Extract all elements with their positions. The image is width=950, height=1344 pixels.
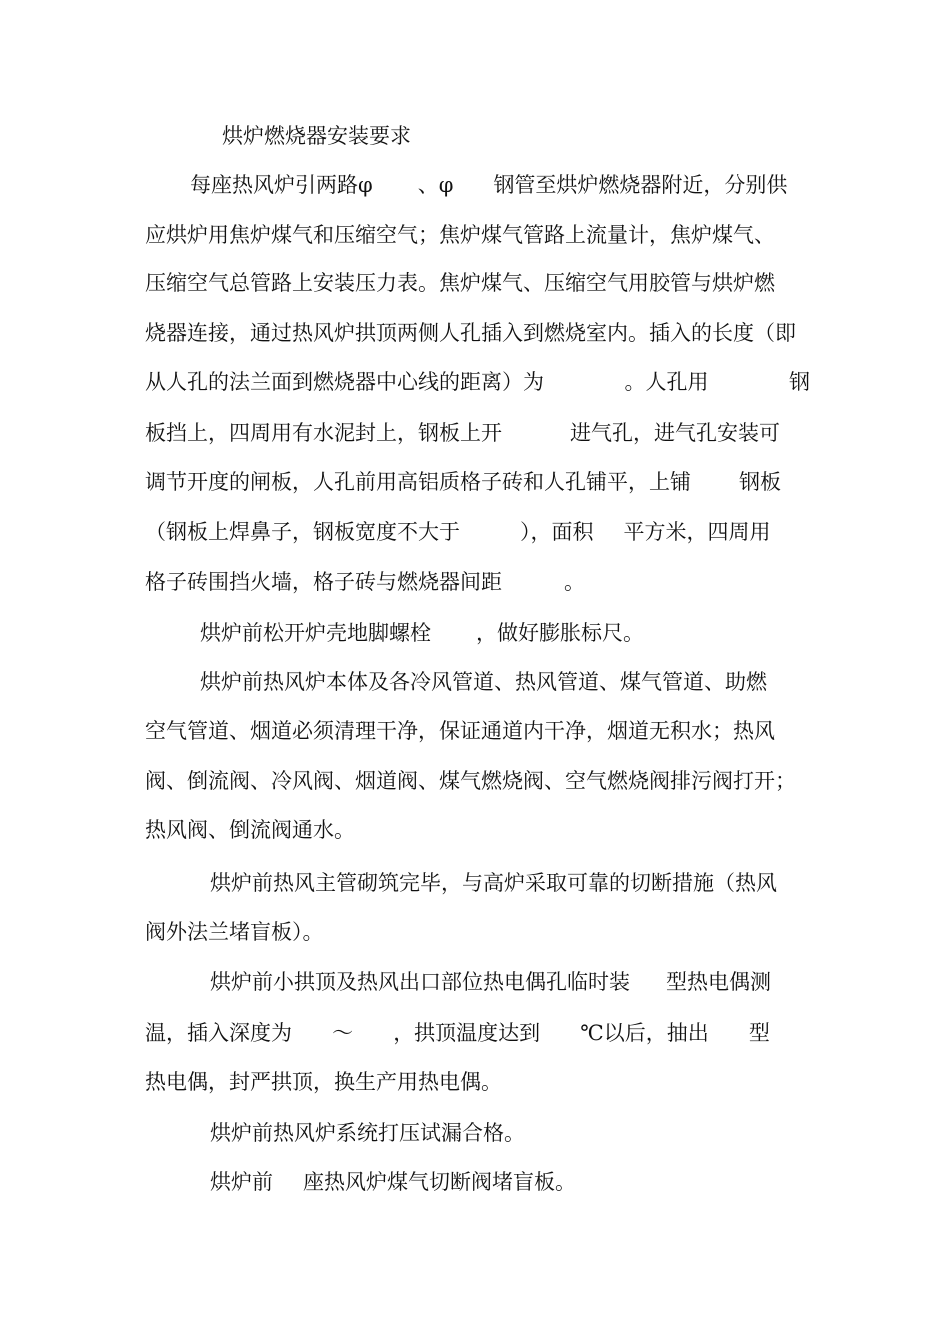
text-segment: ～ bbox=[332, 1021, 354, 1045]
text-segment: 。人孔用 bbox=[624, 370, 709, 394]
text-segment: 格子砖围挡火墙，格子砖与燃烧器间距 bbox=[145, 570, 502, 594]
text-line: 热电偶，封严拱顶，换生产用热电偶。 bbox=[145, 1070, 502, 1094]
text-line: 烘炉前热风炉系统打压试漏合格。 bbox=[210, 1121, 525, 1145]
text-line: 阀、倒流阀、冷风阀、烟道阀、煤气燃烧阀、空气燃烧阀排污阀打开； bbox=[145, 769, 796, 793]
text-line: 热风阀、倒流阀通水。 bbox=[145, 818, 355, 842]
text-segment: 板挡上，四周用有水泥封上，钢板上开 bbox=[145, 421, 502, 445]
text-line bbox=[210, 967, 810, 997]
text-segment: 烘炉前松开炉壳地脚螺栓 bbox=[200, 621, 431, 645]
text-segment: 钢板 bbox=[739, 470, 781, 494]
text-line: 烘炉前热风主管砌筑完毕，与高炉采取可靠的切断措施（热风 bbox=[210, 871, 777, 895]
text-line bbox=[145, 1018, 810, 1048]
text-line bbox=[145, 467, 810, 497]
text-line bbox=[210, 1167, 810, 1197]
text-line: 烘炉前热风炉本体及各冷风管道、热风管道、煤气管道、助燃 bbox=[200, 670, 767, 694]
text-line: 阀外法兰堵盲板）。 bbox=[145, 920, 324, 944]
text-segment: 烘炉前小拱顶及热风出口部位热电偶孔临时装 bbox=[210, 970, 630, 994]
text-line: 空气管道、烟道必须清理干净，保证通道内干净，烟道无积水；热风 bbox=[145, 719, 775, 743]
text-segment: 烘炉前 bbox=[210, 1170, 273, 1194]
text-line bbox=[145, 367, 810, 397]
text-line bbox=[145, 517, 810, 547]
text-segment: ℃以后，抽出 bbox=[580, 1021, 709, 1045]
text-segment: 从人孔的法兰面到燃烧器中心线的距离）为 bbox=[145, 370, 544, 394]
text-segment: 平方米，四周用 bbox=[623, 520, 771, 544]
document-title: 烘炉燃烧器安装要求 bbox=[222, 124, 411, 148]
text-segment: 、φ bbox=[417, 173, 454, 197]
text-line bbox=[145, 567, 810, 597]
text-segment: 调节开度的闸板，人孔前用高铝质格子砖和人孔铺平，上铺 bbox=[145, 470, 691, 494]
text-line: 应烘炉用焦炉煤气和压缩空气；焦炉煤气管路上流量计，焦炉煤气、 bbox=[145, 223, 775, 247]
text-line bbox=[145, 418, 810, 448]
text-segment: 座热风炉煤气切断阀堵盲板。 bbox=[303, 1170, 576, 1194]
text-segment: （钢板上焊鼻子，钢板宽度不大于 bbox=[145, 520, 460, 544]
text-line: 烧器连接，通过热风炉拱顶两侧人孔插入到燃烧室内。插入的长度（即 bbox=[145, 321, 796, 345]
text-line: 压缩空气总管路上安装压力表。焦炉煤气、压缩空气用胶管与烘炉燃 bbox=[145, 271, 775, 295]
text-segment: 型 bbox=[748, 1021, 770, 1045]
text-segment: ，拱顶温度达到 bbox=[393, 1021, 541, 1045]
text-segment: ），面积 bbox=[520, 520, 594, 544]
text-segment: 。 bbox=[564, 570, 585, 594]
text-segment: 型热电偶测 bbox=[666, 970, 771, 994]
text-segment: 每座热风炉引两路φ bbox=[190, 173, 373, 197]
text-segment: 钢管至烘炉燃烧器附近，分别供 bbox=[493, 173, 788, 197]
text-line bbox=[190, 170, 810, 200]
text-line bbox=[200, 618, 810, 648]
text-segment: 钢 bbox=[789, 370, 810, 394]
text-segment: 温，插入深度为 bbox=[145, 1021, 292, 1045]
text-segment: 进气孔，进气孔安装可 bbox=[570, 421, 780, 445]
text-segment: ，做好膨胀标尺。 bbox=[476, 621, 644, 645]
